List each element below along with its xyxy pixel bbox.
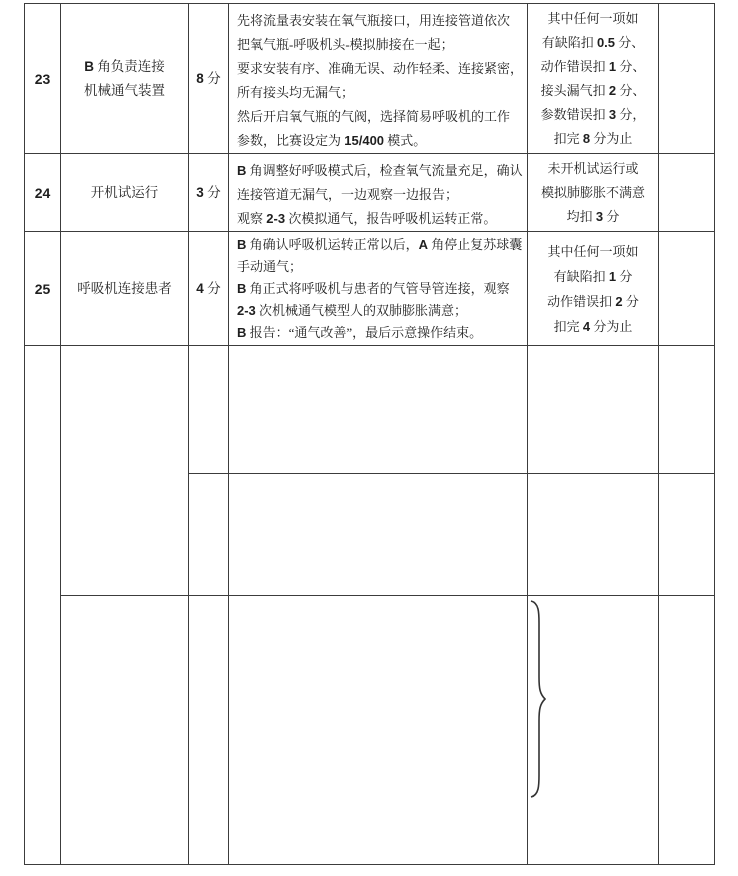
row-25-score: 4 分 bbox=[189, 232, 229, 346]
table-row bbox=[25, 4, 715, 154]
row-23-score: 8 分 bbox=[189, 4, 229, 154]
row-24-number: 24 bbox=[25, 154, 61, 232]
curly-brace-icon bbox=[528, 599, 546, 803]
section-rowC-score bbox=[189, 596, 229, 865]
row-23-description: 先将流量表安装在氧气瓶接口，用连接管道依次 把氧气瓶-呼吸机头-模拟肺接在一起； 要求安装有序、准确无误、动作轻柔、连接紧密， 所有接头均无漏气； 然后开启氧气瓶的气阀，选择简易呼吸机的工作 参数，比赛设定为 15/400 模式。 bbox=[229, 4, 528, 154]
section-penalty-item bbox=[61, 596, 189, 865]
section-rowA-score bbox=[189, 346, 229, 474]
scoring-table bbox=[24, 3, 715, 865]
row-25-item: 呼吸机连接患者 bbox=[61, 232, 189, 346]
section-rowA-deduction bbox=[528, 346, 659, 474]
row-25-deduction: 其中任何一项如 有缺陷扣 1 分 动作错误扣 2 分 扣完 4 分为止 bbox=[528, 232, 659, 346]
row-24-description: B 角调整好呼吸模式后，检查氧气流量充足，确认 连接管道无漏气，一边观察一边报告； 观察 2-3 次模拟通气，报告呼吸机运转正常。 bbox=[229, 154, 528, 232]
section-rowA-description bbox=[229, 346, 528, 474]
row-25-number: 25 bbox=[25, 232, 61, 346]
section-rowB-deduction bbox=[528, 474, 659, 596]
table-row bbox=[25, 346, 715, 474]
row-23-empty-cell bbox=[659, 4, 715, 154]
row-24-empty-cell bbox=[659, 154, 715, 232]
section-rowA-empty-cell bbox=[659, 346, 715, 474]
table-row bbox=[25, 232, 715, 346]
section-rowB-description bbox=[229, 474, 528, 596]
row-23-item: B 角负责连接 机械通气装置 bbox=[61, 4, 189, 154]
section-label-final-quality-assessment bbox=[25, 346, 61, 865]
section-rowB-empty-cell bbox=[659, 474, 715, 596]
row-25-description: B 角确认呼吸机运转正常以后，A 角停止复苏球囊 手动通气； B 角正式将呼吸机与患者的气管导管连接，观察 2-3 次机械通气模型人的双肺膨胀满意； B 报告：“通气改善”，最后示意操作结束。 bbox=[229, 232, 528, 346]
row-25-empty-cell bbox=[659, 232, 715, 346]
section-rowC-empty-cell bbox=[659, 596, 715, 865]
section-rowC-description bbox=[229, 596, 528, 865]
section-rowB-score bbox=[189, 474, 229, 596]
section-rowC-deduction bbox=[528, 596, 659, 865]
row-24-deduction: 未开机试运行或 模拟肺膨胀不满意 均扣 3 分 bbox=[528, 154, 659, 232]
table-row bbox=[25, 154, 715, 232]
section-time-score-item bbox=[61, 346, 189, 596]
row-23-number: 23 bbox=[25, 4, 61, 154]
row-24-item: 开机试运行 bbox=[61, 154, 189, 232]
table-row bbox=[25, 596, 715, 865]
row-23-deduction: 其中任何一项如 有缺陷扣 0.5 分、 动作错误扣 1 分、 接头漏气扣 2 分、 参数错误扣 3 分， 扣完 8 分为止 bbox=[528, 4, 659, 154]
row-24-score: 3 分 bbox=[189, 154, 229, 232]
